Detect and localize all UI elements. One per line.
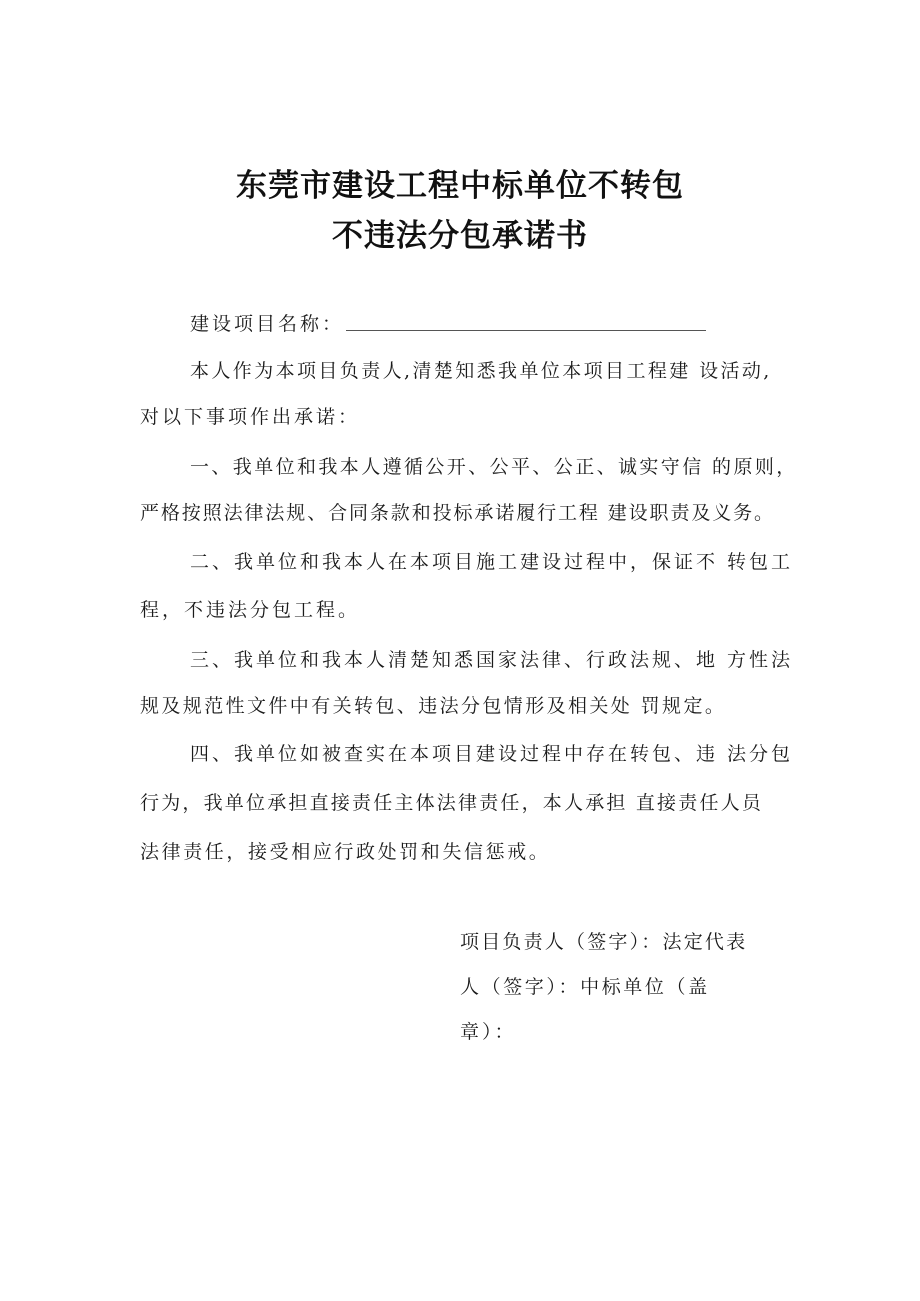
paragraph-4-line-1: 四、我单位如被查实在本项目建设过程中存在转包、违 法分包 [190,743,794,765]
paragraph-intro-line-1: 本人作为本项目负责人,清楚知悉我单位本项目工程建 设活动, [190,360,772,382]
paragraph-3-line-2: 规及规范性文件中有关转包、违法分包情形及相关处 罚规定。 [140,695,727,717]
paragraph-1-line-2: 严格按照法律法规、合同条款和投标承诺履行工程 建设职责及义务。 [140,502,775,524]
signature-line-3: 章）： [460,1021,517,1043]
signature-line-1: 项目负责人（签字）：法定代表 [460,931,748,953]
project-name-blank [346,330,706,331]
paragraph-2-line-1: 二、我单位和我本人在本项目施工建设过程中，保证不 转包工 [190,551,794,573]
paragraph-intro-line-2: 对以下事项作出承诺： [140,406,361,428]
signature-line-2: 人（签字）：中标单位（盖 [460,976,710,998]
document-title-line-1: 东莞市建设工程中标单位不转包 [236,168,684,204]
document-title-line-2: 不违法分包承诺书 [332,218,588,254]
paragraph-4-line-3: 法律责任，接受相应行政处罚和失信惩戒。 [140,841,551,863]
paragraph-1-line-1: 一、我单位和我本人遵循公开、公平、公正、诚实守信 的原则， [190,456,798,478]
paragraph-3-line-1: 三、我单位和我本人清楚知悉国家法律、行政法规、地 方性法 [190,649,794,671]
paragraph-4-line-2: 行为，我单位承担直接责任主体法律责任，本人承担 直接责任人员 [140,792,764,814]
paragraph-2-line-2: 程，不违法分包工程。 [140,599,361,621]
project-name-label: 建设项目名称： [190,313,345,335]
